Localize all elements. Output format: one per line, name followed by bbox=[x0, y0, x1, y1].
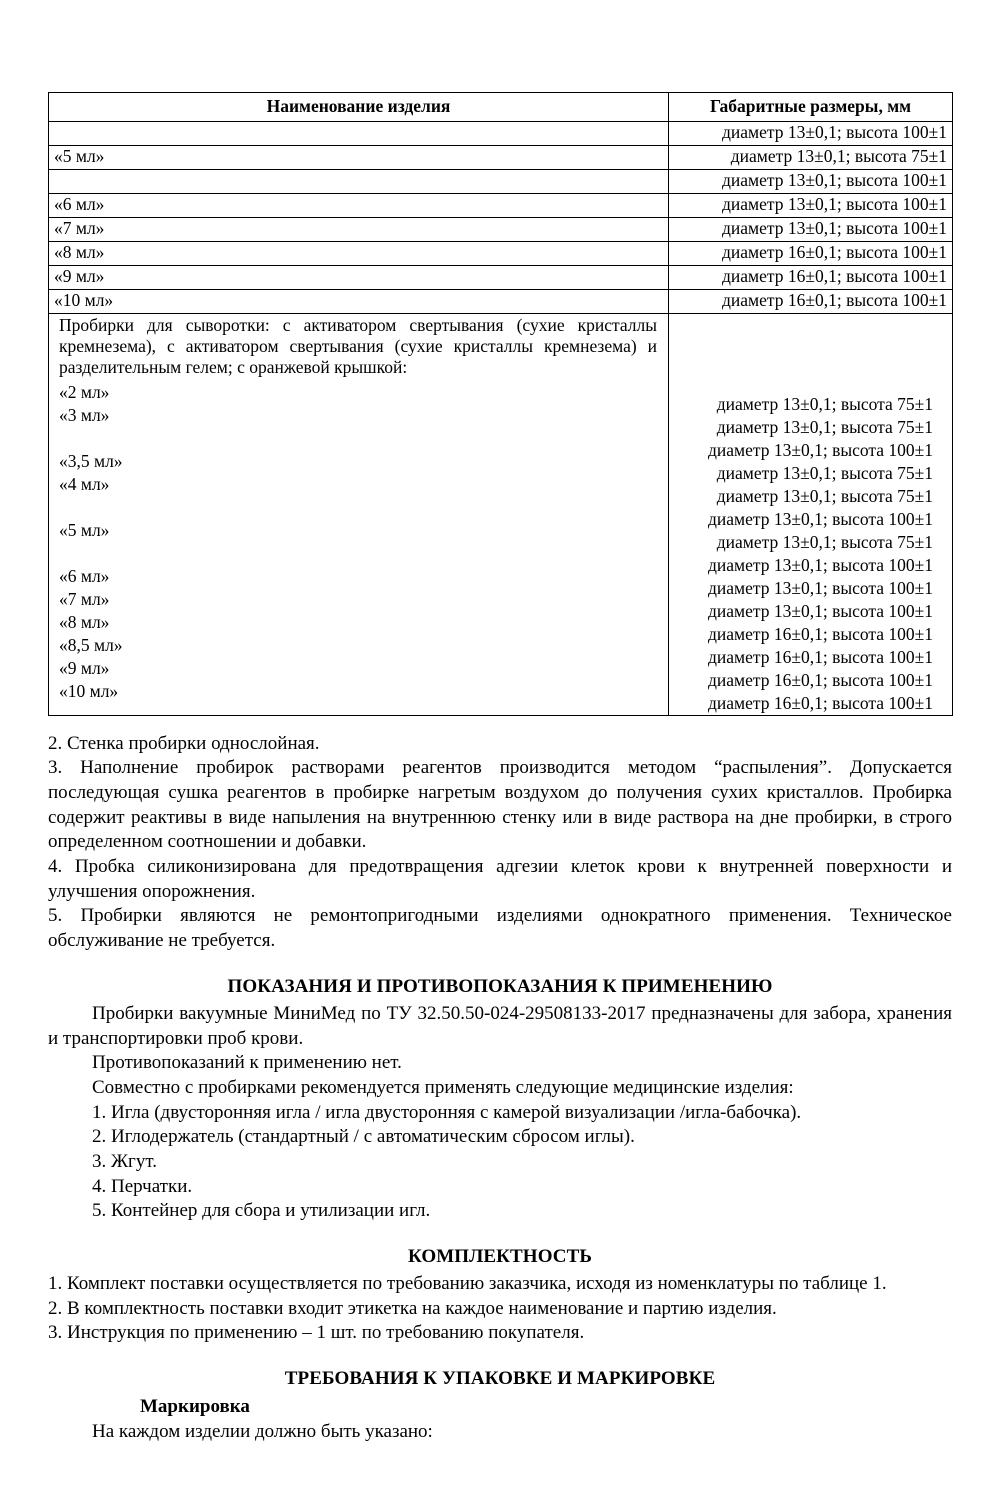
marking-subheading: Маркировка bbox=[140, 1396, 250, 1418]
table-group-row bbox=[49, 313, 953, 715]
table-row bbox=[49, 289, 953, 313]
group-item-name bbox=[54, 496, 663, 519]
cell-dimensions: диаметр 16±0,1; высота 100±1 bbox=[669, 265, 953, 289]
cell-dimensions: диаметр 13±0,1; высота 100±1 bbox=[669, 169, 953, 193]
table-row bbox=[49, 121, 953, 145]
table-row bbox=[49, 169, 953, 193]
group-dimension: диаметр 16±0,1; высота 100±1 bbox=[708, 669, 933, 690]
group-dimension: диаметр 16±0,1; высота 100±1 bbox=[708, 646, 933, 667]
group-dimension: диаметр 13±0,1; высота 100±1 bbox=[708, 554, 933, 575]
group-dimension: диаметр 13±0,1; высота 100±1 bbox=[708, 439, 933, 460]
indications-list-item: 5. Контейнер для сбора и утилизации игл. bbox=[92, 1200, 431, 1222]
cell-product-name: «8 мл» bbox=[49, 241, 669, 265]
group-dimension: диаметр 16±0,1; высота 100±1 bbox=[708, 692, 933, 713]
note-item-2: 2. Стенка пробирки однослойная. bbox=[48, 732, 320, 754]
cell-group-dimensions bbox=[669, 313, 953, 715]
indications-list-item: 2. Иглодержатель (стандартный / с автоматическим сбросом иглы). bbox=[92, 1126, 635, 1148]
table-row bbox=[49, 145, 953, 169]
indications-paragraph-2: Противопоказаний к применению нет. bbox=[92, 1052, 402, 1074]
packaging-section bbox=[48, 1420, 952, 1445]
note-item-4: 4. Пробка силиконизирована для предотвращения адгезии клеток крови к внутренней поверхности и улучшения опорожнения. bbox=[48, 856, 952, 902]
cell-product-name: «6 мл» bbox=[49, 193, 669, 217]
note-item-3: 3. Наполнение пробирок растворами реагентов производится методом “распыления”. Допускается последующая сушка реагентов в пробирке нагретым воздухом до получения сухих кристаллов. Пробирка содержит реактивы в виде напыления на внутреннюю стенку или в виде раствора на дне пробирки, в строго определенном соотношении и добавки. bbox=[48, 757, 952, 853]
group-dimension: диаметр 13±0,1; высота 75±1 bbox=[716, 462, 933, 483]
completeness-item: 2. В комплектность поставки входит этикетка на каждое наименование и партию изделия. bbox=[48, 1297, 777, 1319]
cell-group-names bbox=[49, 313, 669, 715]
indications-heading: ПОКАЗАНИЯ И ПРОТИВОПОКАЗАНИЯ К ПРИМЕНЕНИЮ bbox=[227, 975, 773, 997]
indications-section bbox=[48, 1002, 952, 1224]
completeness-item: 1. Комплект поставки осуществляется по требованию заказчика, исходя из номенклатуры по таблице 1. bbox=[48, 1273, 887, 1295]
indications-list-item: 1. Игла (двусторонняя игла / игла двусторонняя с камерой визуализации /игла-бабочка). bbox=[92, 1101, 802, 1123]
group-item-name: «7 мл» bbox=[59, 588, 110, 609]
completeness-item: 3. Инструкция по применению – 1 шт. по требованию покупателя. bbox=[48, 1322, 585, 1344]
completeness-heading: КОМПЛЕКТНОСТЬ bbox=[407, 1246, 593, 1268]
group-item-name: «6 мл» bbox=[59, 565, 110, 586]
note-item-5: 5. Пробирки являются не ремонтопригодными изделиями однократного применения. Техническое обслуживание не требуется. bbox=[48, 905, 952, 952]
group-item-name: «9 мл» bbox=[59, 657, 110, 678]
group-item-name: «4 мл» bbox=[59, 473, 110, 494]
cell-product-name: «10 мл» bbox=[49, 289, 669, 313]
group-dimension: диаметр 13±0,1; высота 100±1 bbox=[708, 577, 933, 598]
table-row bbox=[49, 265, 953, 289]
indications-paragraph-1: Пробирки вакуумные МиниМед по ТУ 32.50.50-024-29508133-2017 предназначены для забора, хранения и транспортировки проб крови. bbox=[48, 1002, 952, 1049]
cell-product-name bbox=[49, 169, 669, 193]
notes-section bbox=[48, 732, 952, 954]
cell-product-name bbox=[49, 121, 669, 145]
header-dimensions: Габаритные размеры, мм bbox=[669, 93, 953, 122]
group-item-name: «10 мл» bbox=[59, 680, 119, 701]
group-dimension: диаметр 13±0,1; высота 75±1 bbox=[716, 485, 933, 506]
group-item-name bbox=[54, 542, 663, 565]
table-row bbox=[49, 241, 953, 265]
table-header-row bbox=[49, 93, 953, 122]
indications-list-item: 3. Жгут. bbox=[92, 1150, 157, 1172]
group-item-name: «3,5 мл» bbox=[59, 450, 123, 471]
packaging-heading: ТРЕБОВАНИЯ К УПАКОВКЕ И МАРКИРОВКЕ bbox=[284, 1368, 716, 1390]
group-dimension: диаметр 13±0,1; высота 100±1 bbox=[708, 508, 933, 529]
group-dimension: диаметр 13±0,1; высота 100±1 bbox=[708, 600, 933, 621]
group-dimension: диаметр 13±0,1; высота 75±1 bbox=[716, 531, 933, 552]
table-row bbox=[49, 217, 953, 241]
cell-product-name: «7 мл» bbox=[49, 217, 669, 241]
group-dimension: диаметр 13±0,1; высота 75±1 bbox=[716, 416, 933, 437]
group-item-name: «8 мл» bbox=[59, 611, 110, 632]
group-dimension-spacer bbox=[674, 314, 947, 393]
group-item-name bbox=[54, 427, 663, 450]
group-item-name: «5 мл» bbox=[59, 519, 110, 540]
cell-dimensions: диаметр 16±0,1; высота 100±1 bbox=[669, 289, 953, 313]
group-dimension: диаметр 16±0,1; высота 100±1 bbox=[708, 623, 933, 644]
specification-table bbox=[48, 92, 953, 716]
completeness-section bbox=[48, 1272, 952, 1346]
packaging-paragraph-1: На каждом изделии должно быть указано: bbox=[92, 1421, 433, 1443]
group-item-name: «8,5 мл» bbox=[59, 634, 123, 655]
indications-list-item: 4. Перчатки. bbox=[92, 1175, 193, 1197]
group-dimension: диаметр 13±0,1; высота 75±1 bbox=[716, 393, 933, 414]
cell-dimensions: диаметр 13±0,1; высота 100±1 bbox=[669, 121, 953, 145]
cell-product-name: «9 мл» bbox=[49, 265, 669, 289]
indications-paragraph-3: Совместно с пробирками рекомендуется применять следующие медицинские изделия: bbox=[92, 1076, 794, 1098]
group-description: Пробирки для сыворотки: с активатором свертывания (сухие кристаллы кремнезема), с активатором свертывания (сухие кристаллы кремнезема) и разделительным гелем; с оранжевой крышкой: bbox=[59, 314, 657, 378]
table-row bbox=[49, 193, 953, 217]
group-item-name: «2 мл» bbox=[59, 381, 110, 402]
cell-product-name: «5 мл» bbox=[49, 145, 669, 169]
cell-dimensions: диаметр 13±0,1; высота 100±1 bbox=[669, 193, 953, 217]
cell-dimensions: диаметр 13±0,1; высота 75±1 bbox=[669, 145, 953, 169]
cell-dimensions: диаметр 16±0,1; высота 100±1 bbox=[669, 241, 953, 265]
group-item-name: «3 мл» bbox=[59, 404, 110, 425]
header-product-name: Наименование изделия bbox=[49, 93, 669, 122]
cell-dimensions: диаметр 13±0,1; высота 100±1 bbox=[669, 217, 953, 241]
